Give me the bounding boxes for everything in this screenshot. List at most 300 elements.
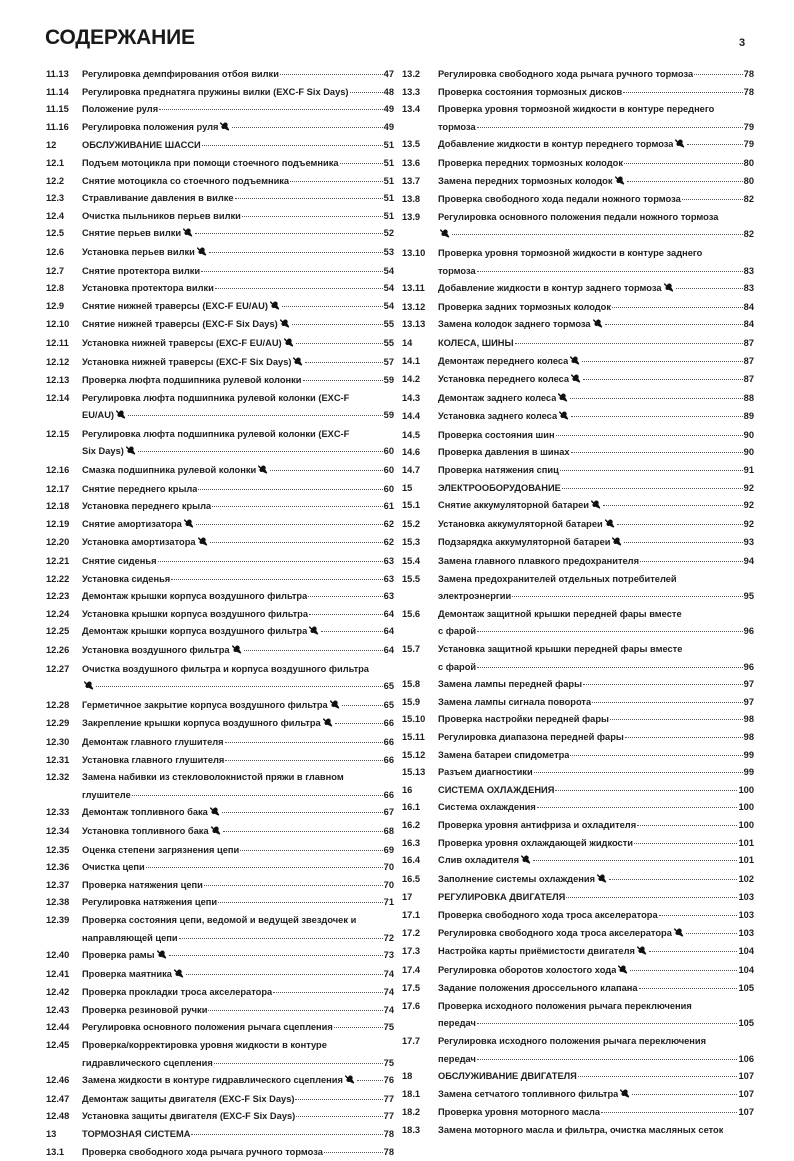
toc-entry[interactable] [46,947,394,966]
toc-page-number: 97 [743,696,754,707]
toc-entry[interactable] [402,497,754,516]
toc-page-number: 98 [743,731,754,742]
toc-entry-body [438,553,754,571]
toc-entry-title: Замена лампы сигнала поворота [438,696,592,707]
toc-entry[interactable] [46,606,394,624]
toc-entry-title-line [82,966,394,985]
toc-entry-number: 16.1 [402,802,421,813]
toc-entry-number: 15.6 [402,608,421,619]
toc-entry[interactable] [402,101,754,136]
toc-entry-title-line [82,1002,394,1020]
toc-entry-title: Установка аккумуляторной батареи [438,518,603,529]
toc-page-number: 60 [383,446,394,457]
dot-leader [201,270,383,272]
toc-entry-title-line [438,729,754,747]
dot-leader [225,759,382,761]
toc-page-number: 78 [383,1146,394,1157]
toc-entry[interactable] [402,998,754,1033]
toc-entry[interactable] [46,372,394,390]
toc-entry-body [438,606,754,641]
toc-entry[interactable] [46,298,394,317]
toc-entry-title-line [438,84,754,102]
wrench-icon [231,643,242,661]
wrench-icon [619,1087,630,1105]
toc-entry-body [438,980,754,998]
toc-entry-body [438,962,754,981]
toc-entry[interactable] [402,191,754,209]
toc-entry[interactable] [46,498,394,516]
toc-page-number: 53 [383,246,394,257]
toc-entry-body [82,842,394,860]
toc-entry[interactable] [46,225,394,244]
toc-entry[interactable] [402,1086,754,1105]
toc-entry-number: 14.4 [402,411,421,422]
toc-entry[interactable] [46,769,394,804]
wrench-icon [520,853,531,871]
toc-entry[interactable] [402,729,754,747]
toc-entry-body [438,371,754,390]
dot-leader [232,126,382,128]
toc-entry-body [82,642,394,661]
toc-entry[interactable] [402,1033,754,1068]
toc-entry[interactable] [402,907,754,925]
toc-entry[interactable] [46,190,394,208]
dot-leader [303,379,383,381]
toc-entry-title-line [438,799,754,817]
wrench-icon [322,716,333,734]
toc-entry[interactable] [46,1144,394,1161]
toc-entry[interactable] [46,1019,394,1037]
toc-entry-title-line [82,280,394,298]
toc-entry-number: 17.5 [402,983,421,994]
toc-entry-title-line [82,947,394,966]
toc-entry[interactable] [46,697,394,716]
toc-entry-title: Регулировка положения руля [82,121,219,132]
toc-entry-title-line [82,715,394,734]
toc-entry-body [438,516,754,535]
toc-entry-body [438,173,754,192]
dot-leader [623,91,743,93]
toc-entry-body [82,734,394,752]
toc-entry[interactable] [46,877,394,895]
toc-entry[interactable] [402,711,754,729]
toc-page-number: 105 [738,983,754,994]
toc-entry-body [82,984,394,1002]
dot-leader [335,722,383,724]
toc-entry-body [438,1122,754,1140]
toc-entry-number: 17 [402,892,413,903]
toc-entry-title: Замена жидкости в контуре гидравлического сцепления [82,1075,343,1086]
toc-entry[interactable] [402,209,754,245]
toc-entry-title-line [438,623,754,641]
toc-page-number: 54 [383,283,394,294]
toc-entry-body [438,299,754,317]
toc-entry-body [82,1126,394,1144]
toc-entry-number: 18.3 [402,1125,421,1136]
toc-entry[interactable] [46,155,394,173]
toc-entry[interactable] [402,852,754,871]
toc-page-number: 92 [743,500,754,511]
toc-entry[interactable] [402,136,754,155]
toc-entry[interactable] [402,245,754,280]
toc-entry[interactable] [46,316,394,335]
toc-entry[interactable] [46,1108,394,1126]
dot-leader [612,306,743,308]
toc-entry-title-line [82,894,394,912]
toc-section[interactable] [402,782,754,800]
toc-entry-number: 12.12 [46,356,70,367]
toc-page-number: 65 [383,681,394,692]
toc-entry-number: 12.36 [46,862,70,873]
toc-entry-title: Установка заднего колеса [438,411,558,422]
toc-entry[interactable] [402,371,754,390]
toc-entry[interactable] [46,208,394,226]
toc-entry[interactable] [46,335,394,354]
toc-entry-title-line [82,697,394,716]
toc-entry[interactable] [402,641,754,676]
toc-entry[interactable] [402,353,754,372]
toc-entry-number: 12.7 [46,265,65,276]
toc-entry[interactable] [402,516,754,535]
dot-leader [687,143,742,145]
toc-entry-number: 16.4 [402,855,421,866]
toc-entry[interactable] [402,84,754,102]
toc-page-number: 74 [383,987,394,998]
toc-entry-number: 12.8 [46,283,65,294]
toc-entry[interactable] [46,1037,394,1072]
toc-entry-number: 13.3 [402,86,421,97]
dot-leader [686,932,738,934]
dot-leader [191,1133,382,1135]
toc-section[interactable] [402,480,754,498]
toc-entry-number: 16.5 [402,873,421,884]
toc-entry-number: 16.2 [402,819,421,830]
toc-entry[interactable] [46,516,394,535]
toc-entry-title-line [82,481,394,499]
toc-entry[interactable] [402,925,754,944]
toc-entry-title: Разъем диагностики [438,767,533,778]
toc-entry[interactable] [402,280,754,299]
toc-entry-number: 12.44 [46,1022,70,1033]
toc-entry-body [82,571,394,589]
toc-entry[interactable] [402,694,754,712]
toc-page-number: 78 [743,69,754,79]
toc-page-number: 97 [743,679,754,690]
wrench-icon [283,336,294,354]
toc-entry-body [438,136,754,155]
toc-entry-title-line [82,1091,394,1109]
toc-entry[interactable] [46,462,394,481]
toc-entry[interactable] [46,553,394,571]
toc-entry-title: Проверка люфта подшипника рулевой колонки [82,375,302,386]
toc-section[interactable] [402,1068,754,1086]
toc-entry[interactable] [402,444,754,462]
toc-entry[interactable] [402,390,754,409]
toc-entry[interactable] [46,642,394,661]
toc-page-number: 92 [743,482,754,493]
toc-entry-body [82,804,394,823]
toc-entry[interactable] [46,823,394,842]
toc-page-number: 51 [383,175,394,186]
toc-entry[interactable] [46,481,394,499]
toc-entry[interactable] [402,764,754,782]
toc-section[interactable] [46,1126,394,1144]
toc-entry-title-line: Регулировка основного положения педали ножного тормоза [438,211,719,222]
toc-entry[interactable] [46,173,394,191]
toc-entry-title-line [438,782,754,800]
toc-entry-number: 14 [402,337,413,348]
toc-entry-body [82,859,394,877]
toc-entry-title-line [82,316,394,335]
toc-entry[interactable] [402,571,754,606]
toc-entry-number: 13.6 [402,157,421,168]
toc-entry-title-line [438,480,754,498]
dot-leader [324,1151,383,1153]
toc-page-number: 63 [383,591,394,602]
toc-entry[interactable] [46,354,394,373]
toc-entry-body [438,101,754,136]
toc-entry-title-line [438,316,754,335]
toc-entry-title-line [82,298,394,317]
toc-entry[interactable] [46,842,394,860]
toc-page-number: 87 [743,355,754,366]
toc-entry[interactable] [402,408,754,427]
dot-leader [570,754,742,756]
toc-entry[interactable] [402,835,754,853]
toc-entry[interactable] [46,588,394,606]
toc-entry[interactable] [46,571,394,589]
toc-entry-title: Замена лампы передней фары [438,679,583,690]
toc-entry-title: Замена сетчатого топливного фильтра [438,1088,619,1099]
toc-entry[interactable] [46,734,394,752]
toc-entry-number: 14.3 [402,392,421,403]
toc-entry[interactable] [46,661,394,697]
toc-entry-body [82,481,394,499]
dot-leader [477,1058,738,1060]
wrench-icon [617,963,628,981]
toc-entry[interactable] [46,1002,394,1020]
toc-page-number: 48 [383,86,394,97]
toc-entry-title: Установка топливного бака [82,825,209,836]
dot-leader [309,613,383,615]
toc-entry-title: передач [438,1053,476,1064]
dot-leader [198,488,382,490]
toc-entry[interactable] [402,316,754,335]
toc-entry-title-line [82,859,394,877]
toc-entry-title: Замена колодок заднего тормоза [438,319,591,330]
toc-entry[interactable] [402,676,754,694]
toc-section[interactable] [402,889,754,907]
toc-entry-title: с фарой [438,626,477,637]
toc-entry-number: 15.10 [402,714,426,725]
toc-entry[interactable] [402,747,754,765]
toc-entry-title: Установка переднего крыла [82,501,212,512]
toc-page-number: 66 [383,789,394,800]
toc-entry-number: 12.40 [46,950,70,961]
toc-entry-title: Смазка подшипника рулевой колонки [82,465,257,476]
dot-leader [624,162,743,164]
toc-entry[interactable] [402,299,754,317]
toc-entry-title-line [438,173,754,192]
toc-page-number: 64 [383,608,394,619]
toc-entry[interactable] [46,715,394,734]
toc-entry[interactable] [402,606,754,641]
dot-leader [627,180,743,182]
toc-entry-title-line: Регулировка люфта подшипника рулевой колонки (EXC-F [82,392,350,403]
toc-entry[interactable] [402,155,754,173]
toc-entry[interactable] [402,799,754,817]
toc-entry-body [438,835,754,853]
toc-entry-number: 12.14 [46,392,70,403]
toc-entry-title-line [82,588,394,606]
wrench-icon [183,517,194,535]
dot-leader [571,451,743,453]
toc-entry-body [82,1144,394,1161]
toc-entry-body [438,943,754,962]
toc-page-number: 99 [743,767,754,778]
toc-entry[interactable] [402,943,754,962]
dot-leader [204,884,383,886]
toc-entry[interactable] [402,173,754,192]
toc-entry[interactable] [402,871,754,890]
dot-leader [571,415,743,417]
toc-entry-title-line: Очистка воздушного фильтра и корпуса воздушного фильтра [82,663,369,674]
wrench-icon [329,698,340,716]
toc-entry-number: 11.14 [46,86,69,97]
toc-page-number: 88 [743,392,754,403]
toc-entry-body [82,912,394,947]
dot-leader [533,859,737,861]
toc-entry[interactable] [46,426,394,462]
toc-entry[interactable] [402,962,754,981]
page-title: СОДЕРЖАНИЕ [45,26,195,49]
toc-entry-title: гидравлического сцепления [82,1057,213,1068]
toc-entry-title-line [438,1015,754,1033]
toc-entry[interactable] [46,1091,394,1109]
toc-entry-title-line [82,984,394,1002]
toc-entry[interactable] [46,84,394,102]
toc-page-number: 94 [743,556,754,567]
toc-entry-body [82,208,394,226]
toc-entry[interactable] [46,390,394,426]
toc-entry[interactable] [46,859,394,877]
toc-page-number: 60 [383,483,394,494]
toc-entry-body [82,298,394,317]
toc-entry-number: 15.11 [402,731,425,742]
toc-entry-number: 13.8 [402,194,421,205]
toc-entry[interactable] [402,462,754,480]
toc-entry[interactable] [46,894,394,912]
toc-entry-body [82,1002,394,1020]
toc-entry[interactable] [46,119,394,138]
toc-entry[interactable] [46,752,394,770]
toc-entry[interactable] [46,804,394,823]
toc-entry[interactable] [402,980,754,998]
toc-section[interactable] [402,335,754,353]
dot-leader [610,718,743,720]
dot-leader [292,323,383,325]
toc-entry-title-line [438,711,754,729]
toc-entry[interactable] [46,534,394,553]
toc-page-number: 104 [738,964,754,975]
dot-leader [676,287,743,289]
toc-entry-title: Проверка прокладки троса акселератора [82,987,273,998]
toc-entry-title-line [438,427,754,445]
toc-entry[interactable] [46,966,394,985]
toc-section[interactable] [46,137,394,155]
toc-entry-title: Регулировка преднатяга пружины вилки (EXC-F Six Days) [82,86,349,97]
toc-entry[interactable] [402,66,754,84]
toc-entry-title: Снятие протектора вилки [82,265,201,276]
toc-entry-number: 12.47 [46,1093,70,1104]
toc-entry[interactable] [46,66,394,84]
dot-leader [225,741,383,743]
toc-entry[interactable] [402,1104,754,1122]
wrench-icon [569,354,580,372]
toc-entry[interactable] [402,427,754,445]
toc-entry-title-line [82,84,394,102]
wrench-icon [257,463,268,481]
toc-page-number: 66 [383,736,394,747]
toc-entry[interactable] [46,912,394,947]
dot-leader [583,378,743,380]
toc-entry[interactable] [46,623,394,642]
wrench-icon [570,372,581,390]
toc-column-right [402,66,754,1140]
toc-entry-body [438,1068,754,1086]
toc-entry-body [438,427,754,445]
toc-entry[interactable] [402,1122,754,1140]
wrench-icon [673,926,684,944]
wrench-icon [197,535,208,553]
dot-leader [340,162,383,164]
wrench-icon [196,245,207,263]
toc-entry[interactable] [46,984,394,1002]
toc-page-number: 79 [743,139,754,150]
toc-entry[interactable] [402,534,754,553]
toc-entry-number: 18.1 [402,1088,421,1099]
wrench-icon [156,948,167,966]
dot-leader [273,991,382,993]
toc-entry[interactable] [402,553,754,571]
toc-entry-title: Снятие нижней траверсы (EXC-F EU/AU) [82,300,268,311]
toc-entry-number: 11.15 [46,104,69,115]
toc-entry-number: 12.22 [46,573,70,584]
toc-entry-title-line [82,244,394,263]
toc-entry-title-line [82,534,394,553]
toc-entry[interactable] [46,280,394,298]
toc-entry[interactable] [46,263,394,281]
toc-entry-title: Установка крышки корпуса воздушного фильтра [82,608,309,619]
toc-entry-body [438,444,754,462]
dot-leader [534,771,743,773]
toc-entry[interactable] [46,1072,394,1091]
dot-leader [171,578,382,580]
toc-entry-title: Замена батареи спидометра [438,749,570,760]
toc-entry-number: 12.28 [46,699,70,710]
toc-entry[interactable] [402,817,754,835]
toc-entry-body [82,1072,394,1091]
dot-leader [280,73,383,75]
toc-entry-title-line [82,606,394,624]
dot-leader [179,937,383,939]
toc-entry[interactable] [46,244,394,263]
toc-entry[interactable] [46,101,394,119]
toc-entry-title: Проверка состояния шин [438,429,555,440]
dot-leader [617,523,743,525]
wrench-icon [125,444,136,462]
toc-page-number: 78 [743,86,754,97]
